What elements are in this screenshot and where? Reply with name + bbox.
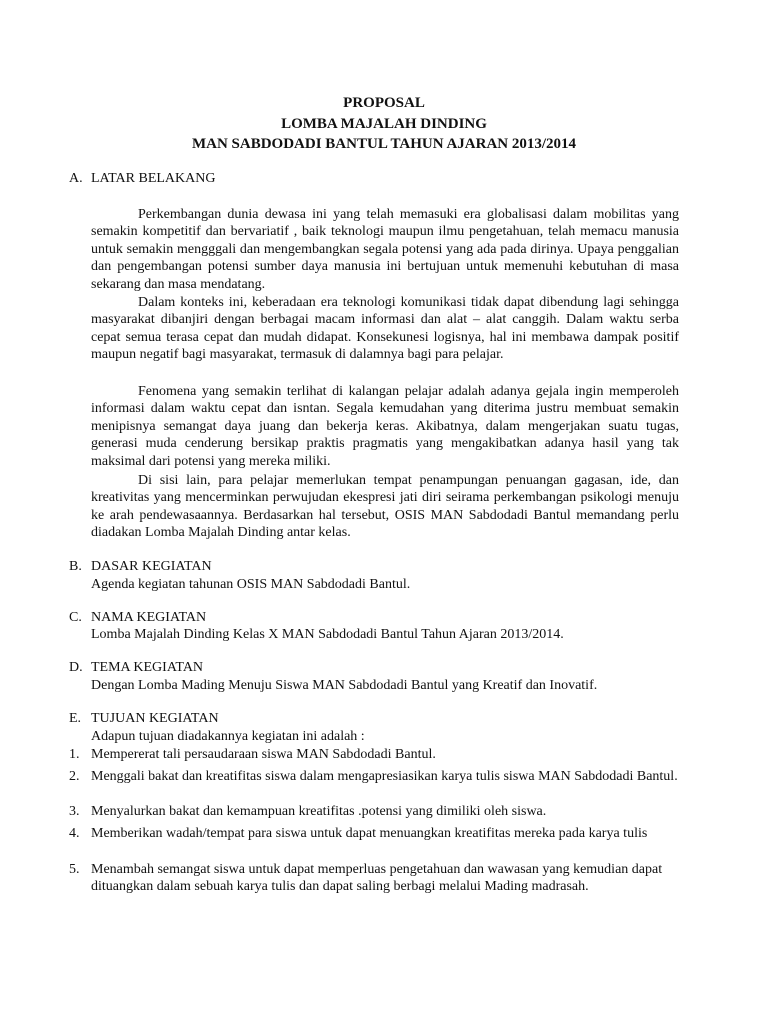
section-a-letter: A.	[69, 171, 83, 186]
section-a-title: LATAR BELAKANG	[91, 171, 216, 186]
section-d-title: TEMA KEGIATAN	[91, 660, 204, 675]
goal-item-3-number: 3.	[69, 804, 80, 819]
background-paragraph-4: Di sisi lain, para pelajar memerlukan tempat penampungan penuangan gagasan, ide, dan kreativitas yang mencerminkan perwujudan ekespresi jati diri seirama perkembangan psikologi menuju ke arah pendewasaannya. Berdasarkan hal tersebut, OSIS MAN Sabdodadi Bantul memandang perlu diadakan Lomba Majalah Dinding antar kelas.	[91, 473, 679, 541]
goal-item-5-text: Menambah semangat siswa untuk dapat memperluas pengetahuan dan wawasan yang kemudian dapat dituangkan dalam sebuah karya tulis dan dapat saling berbagi melalui Mading madrasah.	[91, 862, 663, 895]
section-c-heading	[69, 609, 206, 626]
goal-item-3-text: Menyalurkan bakat dan kemampuan kreatifitas .potensi yang dimiliki oleh siswa.	[91, 804, 547, 819]
background-paragraph-1: Perkembangan dunia dewasa ini yang telah memasuki era globalisasi dalam mobilitas yang semakin kompetitif dan bervariatif , baik teknologi maupun ilmu pengetahuan, telah memacu manusia untuk semakin mengggali dan mengembangkan segala potensi yang ada pada dirinya. Upaya penggalian dan pengembangan potensi sumber daya manusia ini bertujuan untuk memenuhi kebutuhan di masa sekarang dan masa mendatang.	[91, 207, 679, 292]
goal-item-2-text: Menggali bakat dan kreatifitas siswa dalam mengapresiasikan karya tulis siswa MAN Sabdodadi Bantul.	[91, 769, 678, 784]
goal-item-4-text: Memberikan wadah/tempat para siswa untuk dapat menuangkan kreatifitas mereka pada karya tulis	[91, 826, 648, 841]
title-school-year: MAN SABDODADI BANTUL TAHUN AJARAN 2013/2014	[191, 136, 577, 152]
section-b-title: DASAR KEGIATAN	[91, 559, 212, 574]
goal-item-1-number: 1.	[69, 747, 80, 762]
section-e-letter: E.	[69, 711, 82, 726]
section-c-text: Lomba Majalah Dinding Kelas X MAN Sabdodadi Bantul Tahun Ajaran 2013/2014.	[91, 627, 564, 642]
goal-item-5-number: 5.	[69, 862, 80, 877]
background-paragraph-2: Dalam konteks ini, keberadaan era teknologi komunikasi tidak dapat dibendung lagi sehingga masyarakat dibanjiri dengan berbagai macam informasi dan alat – alat canggih. Dalam waktu serba cepat semua terasa cepat dan mudah didapat. Konsekunesi logisnya, hal ini membawa dampak positif maupun negatif bagi masyarakat, termasuk di dalamnya bagi para pelajar.	[91, 295, 679, 363]
section-d-text: Dengan Lomba Mading Menuju Siswa MAN Sabdodadi Bantul yang Kreatif dan Inovatif.	[91, 678, 598, 693]
section-d-letter: D.	[69, 660, 83, 675]
section-e-heading	[69, 710, 219, 727]
section-b-letter: B.	[69, 559, 82, 574]
section-e-title: TUJUAN KEGIATAN	[91, 711, 219, 726]
section-d-heading	[69, 659, 203, 676]
goal-item-2-number: 2.	[69, 769, 80, 784]
goal-item-3	[69, 803, 679, 820]
goal-item-1-text: Mempererat tali persaudaraan siswa MAN Sabdodadi Bantul.	[91, 747, 436, 762]
goal-item-4	[69, 825, 679, 842]
title-competition: LOMBA MAJALAH DINDING	[281, 115, 487, 132]
goal-item-1	[69, 746, 679, 763]
section-e-intro: Adapun tujuan diadakannya kegiatan ini adalah :	[91, 729, 365, 744]
title-proposal: PROPOSAL	[343, 95, 425, 111]
section-a-heading	[69, 170, 215, 187]
goal-item-2	[69, 768, 679, 785]
background-paragraph-3: Fenomena yang semakin terlihat di kalangan pelajar adalah adanya gejala ingin memperoleh informasi dalam waktu cepat dan isntan. Segala kemudahan yang diterima justru membuat semakin menipisnya semangat daya juang dan bekerja keras. Akibatnya, dalam mengerjakan suatu tugas, generasi muda cenderung bersikap praktis pragmatis yang mengakibatkan adanya hasil yang tak maksimal dari potensi yang mereka miliki.	[91, 384, 679, 469]
goal-item-5	[69, 861, 679, 896]
section-c-title: NAMA KEGIATAN	[91, 610, 207, 625]
section-b-heading	[69, 558, 212, 575]
title-block	[0, 93, 768, 155]
goal-item-4-number: 4.	[69, 826, 80, 841]
section-c-letter: C.	[69, 610, 82, 625]
section-b-text: Agenda kegiatan tahunan OSIS MAN Sabdodadi Bantul.	[91, 577, 411, 592]
